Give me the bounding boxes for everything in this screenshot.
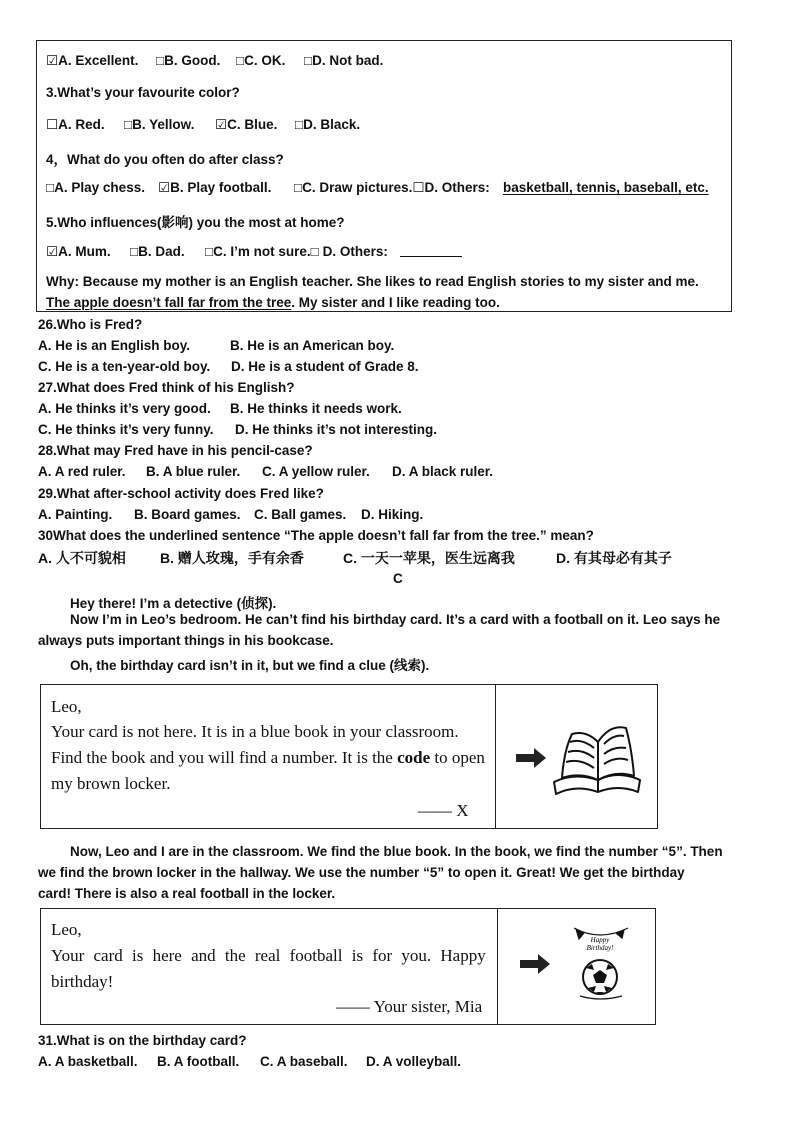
arrow-right-icon (516, 748, 546, 768)
open-book-icon (554, 727, 640, 794)
passage-p4-line3: card! There is also a real football in the locker. (38, 886, 336, 901)
q26-option-c: C. He is a ten-year-old boy. (38, 359, 211, 374)
note2-signature: —— Your sister, Mia (336, 997, 483, 1016)
q31-option-c: C. A baseball. (260, 1054, 348, 1069)
note1-greeting: Leo, (51, 697, 82, 716)
q28-text: 28.What may Fred have in his pencil-case? (38, 443, 313, 458)
q31-option-d: D. A volleyball. (366, 1054, 462, 1069)
q29-option-c: C. Ball games. (254, 507, 347, 522)
passage-p1: Hey there! I’m a detective (侦探). (70, 596, 277, 611)
note1-signature: —— X (418, 801, 469, 820)
q4-others-answer: basketball, tennis, baseball, etc. (503, 180, 709, 195)
q5-text: 5.Who influences(影响) you the most at home? (46, 215, 345, 230)
q2-option-d: □D. Not bad. (304, 53, 384, 68)
q31-text: 31.What is on the birthday card? (38, 1033, 247, 1048)
why-line2 (46, 295, 500, 310)
q3-text: 3.What’s your favourite color? (46, 85, 240, 100)
q5-option-a: ☑A. Mum. (46, 244, 111, 259)
q28-option-c: C. A yellow ruler. (262, 464, 370, 479)
q27-option-a: A. He thinks it’s very good. (38, 401, 211, 416)
q28-option-a: A. A red ruler. (38, 464, 126, 479)
q4-option-a: □A. Play chess. (46, 180, 145, 195)
q3-option-b: □B. Yellow. (124, 117, 195, 132)
q30-option-b: B. 赠人玫瑰，手有余香 (160, 550, 304, 566)
q27-option-b: B. He thinks it needs work. (230, 401, 402, 416)
q27-option-c: C. He thinks it’s very funny. (38, 422, 214, 437)
q30-option-c: C. 一天一苹果，医生远离我 (343, 550, 515, 566)
card-birthday-text: Birthday! (586, 944, 614, 952)
section-c-heading: C (393, 571, 403, 586)
q5-option-b: □B. Dad. (130, 244, 185, 259)
q4-text: 4，What do you often do after class? (46, 152, 284, 167)
q5-option-c-d: □C. I’m not sure.□ D. Others: (205, 244, 388, 259)
note1-line3: my brown locker. (51, 774, 171, 793)
why-line1: Why: Because my mother is an English teacher. She likes to read English stories to my sister and me. (46, 274, 699, 289)
q2-option-c: □C. OK. (236, 53, 286, 68)
football-icon (580, 960, 622, 999)
passage-p3: Oh, the birthday card isn’t in it, but we find a clue (线索). (70, 658, 430, 673)
football-card-illustration (518, 918, 636, 1004)
note2-greeting: Leo, (51, 920, 82, 939)
passage-p4-line1: Now, Leo and I are in the classroom. We find the blue book. In the book, we find the number “5”. Then (70, 844, 723, 859)
note2-line2: birthday! (51, 972, 114, 991)
q3-option-c: ☑C. Blue. (215, 117, 278, 132)
q26-option-a: A. He is an English boy. (38, 338, 191, 353)
q26-text: 26.Who is Fred? (38, 317, 143, 332)
note1-line1: Your card is not here. It is in a blue book in your classroom. (51, 722, 459, 741)
open-book-illustration (514, 720, 644, 805)
q28-option-d: D. A black ruler. (392, 464, 494, 479)
q26-option-b: B. He is an American boy. (230, 338, 395, 353)
q3-option-d: □D. Black. (295, 117, 361, 132)
survey-box (36, 40, 732, 312)
why-line2-rest: . My sister and I like reading too. (291, 295, 500, 310)
q26-option-d: D. He is a student of Grade 8. (231, 359, 419, 374)
why-underlined-proverb: The apple doesn’t fall far from the tree (46, 295, 292, 310)
note1-line2b: to open (434, 748, 485, 767)
q27-option-d: D. He thinks it’s not interesting. (235, 422, 438, 437)
q27-text: 27.What does Fred think of his English? (38, 380, 295, 395)
q28-option-b: B. A blue ruler. (146, 464, 241, 479)
q30-option-d: D. 有其母必有其子 (556, 550, 672, 566)
q3-option-a: ☐A. Red. (46, 117, 105, 132)
q2-option-a: ☑A. Excellent. (46, 53, 139, 68)
q29-option-d: D. Hiking. (361, 507, 424, 522)
q4-option-b: ☑B. Play football. (158, 180, 272, 195)
q31-option-b: B. A football. (157, 1054, 240, 1069)
q4-option-c-d: □C. Draw pictures.☐D. Others: (294, 180, 490, 195)
passage-p2-line1: Now I’m in Leo’s bedroom. He can’t find his birthday card. It’s a card with a football on it. Leo says he (70, 612, 721, 627)
note1-code-word: code (397, 748, 431, 767)
note1-line2 (51, 748, 485, 768)
note1-line2a: Find the book and you will find a number. It is the (51, 748, 393, 767)
passage-p2-line2: always puts important things in his bookcase. (38, 633, 334, 648)
q31-option-a: A. A basketball. (38, 1054, 138, 1069)
passage-p4-line2: we find the brown locker in the hallway. We use the number “5” to open it. Great! We get the birthday (38, 865, 685, 880)
arrow-right-icon (520, 954, 550, 974)
q2-option-b: □B. Good. (156, 53, 221, 68)
q29-option-a: A. Painting. (38, 507, 113, 522)
q30-text: 30What does the underlined sentence “The apple doesn’t fall far from the tree.” mean? (38, 528, 594, 543)
q29-text: 29.What after-school activity does Fred like? (38, 486, 324, 501)
note2-line1: Your card is here and the real football is for you. Happy (51, 946, 486, 965)
q30-option-a: A. 人不可貌相 (38, 550, 126, 566)
card-happy-text: Happy (590, 936, 610, 944)
q5-others-blank (400, 244, 462, 262)
q29-option-b: B. Board games. (134, 507, 241, 522)
